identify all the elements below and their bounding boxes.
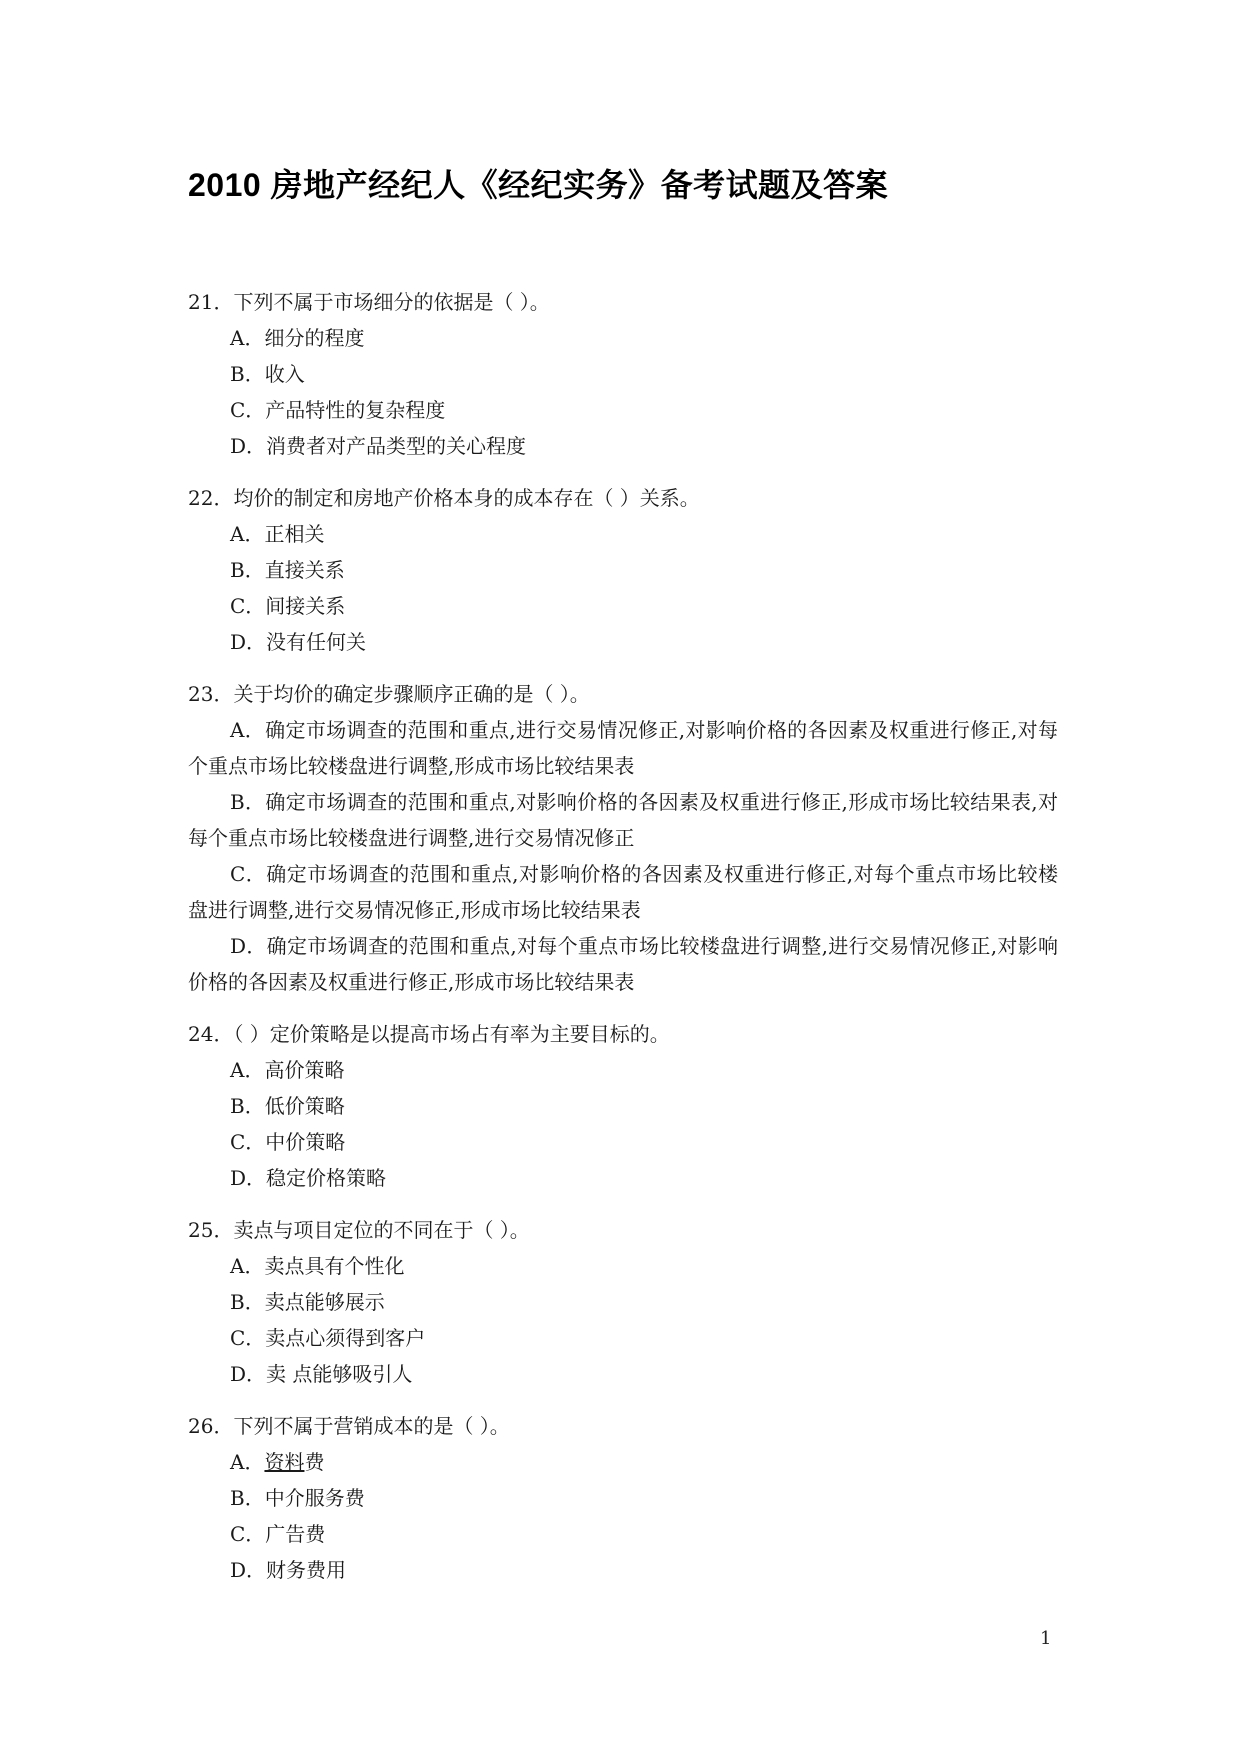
question-24 xyxy=(188,1016,1058,1196)
option-a: A．细分的程度 xyxy=(230,326,365,350)
question-22 xyxy=(188,480,1058,660)
question-list xyxy=(188,284,1058,1604)
option-b: B．直接关系 xyxy=(230,558,345,582)
option-a-suffix: 费 xyxy=(304,1450,325,1474)
option-c: C．中价策略 xyxy=(230,1130,346,1154)
option-c: C．间接关系 xyxy=(230,594,346,618)
question-26 xyxy=(188,1408,1058,1588)
option-a: A．高价策略 xyxy=(230,1058,345,1082)
question-stem: 24．（ ）定价策略是以提高市场占有率为主要目标的。 xyxy=(188,1022,670,1046)
option-d: D．消费者对产品类型的关心程度 xyxy=(230,434,527,458)
option-b: B．卖点能够展示 xyxy=(230,1290,385,1314)
option-d: D．卖 点能够吸引人 xyxy=(230,1362,413,1386)
option-c: C．确定市场调查的范围和重点,对影响价格的各因素及权重进行修正,对每个重点市场比较楼盘进行调整,进行交易情况修正,形成市场比较结果表 xyxy=(188,862,1058,922)
option-c: C．产品特性的复杂程度 xyxy=(230,398,446,422)
option-b: B．低价策略 xyxy=(230,1094,345,1118)
question-21 xyxy=(188,284,1058,464)
question-stem: 21．下列不属于市场细分的依据是（ ）。 xyxy=(188,290,550,314)
option-a-letter: A． xyxy=(230,1450,265,1474)
option-b: B．收入 xyxy=(230,362,305,386)
option-b: B．确定市场调查的范围和重点,对影响价格的各因素及权重进行修正,形成市场比较结果表,对每个重点市场比较楼盘进行调整,进行交易情况修正 xyxy=(188,790,1058,850)
question-stem: 23．关于均价的确定步骤顺序正确的是（ ）。 xyxy=(188,682,590,706)
option-b: B．中介服务费 xyxy=(230,1486,365,1510)
option-d: D．财务费用 xyxy=(230,1558,347,1582)
question-25 xyxy=(188,1212,1058,1392)
option-d: D．确定市场调查的范围和重点,对每个重点市场比较楼盘进行调整,进行交易情况修正,对影响价格的各因素及权重进行修正,形成市场比较结果表 xyxy=(188,934,1058,994)
option-c: C．卖点心须得到客户 xyxy=(230,1326,426,1350)
question-23 xyxy=(188,676,1058,1000)
option-a xyxy=(188,1444,1058,1480)
option-a: A．卖点具有个性化 xyxy=(230,1254,405,1278)
page-number: 1 xyxy=(1040,1628,1052,1649)
page-title: 2010 房地产经纪人《经纪实务》备考试题及答案 xyxy=(188,167,889,203)
option-d: D．稳定价格策略 xyxy=(230,1166,387,1190)
question-stem: 22．均价的制定和房地产价格本身的成本存在（ ）关系。 xyxy=(188,486,700,510)
option-d: D．没有任何关 xyxy=(230,630,367,654)
question-stem: 26．下列不属于营销成本的是（ ）。 xyxy=(188,1414,510,1438)
question-stem: 25．卖点与项目定位的不同在于（ ）。 xyxy=(188,1218,530,1242)
option-a: A．确定市场调查的范围和重点,进行交易情况修正,对影响价格的各因素及权重进行修正,对每个重点市场比较楼盘进行调整,形成市场比较结果表 xyxy=(188,718,1058,778)
option-a-underlined: 资料 xyxy=(264,1450,305,1474)
option-c: C．广告费 xyxy=(230,1522,326,1546)
option-a: A．正相关 xyxy=(230,522,325,546)
